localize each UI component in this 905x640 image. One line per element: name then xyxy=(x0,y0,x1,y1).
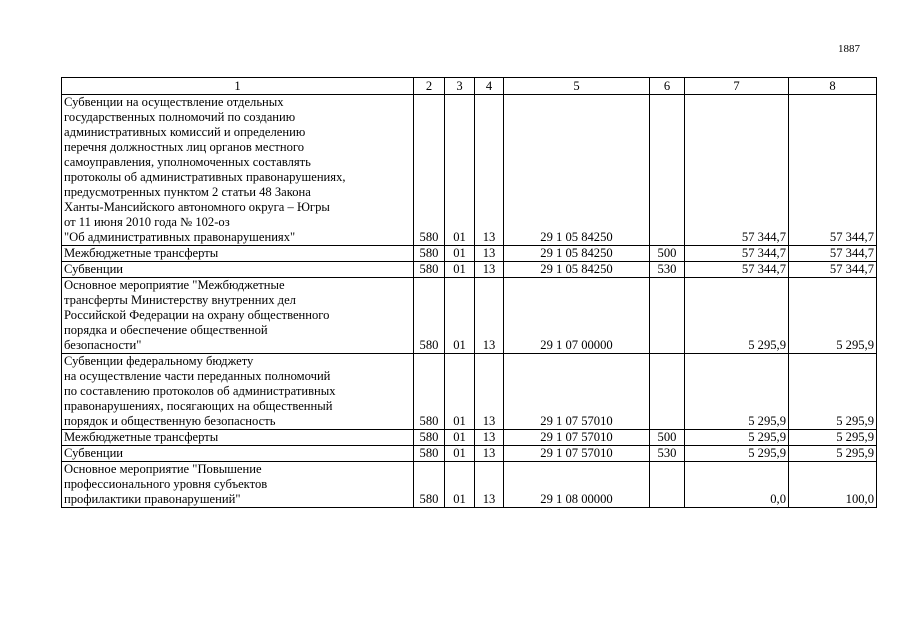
row-name-line: предусмотренных пунктом 2 статьи 48 Закона xyxy=(64,185,311,199)
subsection-code-cell: 01 xyxy=(445,430,475,446)
amount-col8-cell: 5 295,9 xyxy=(789,446,877,462)
row-name-line: "Об административных правонарушениях" xyxy=(64,230,296,244)
amount-col7-cell: 5 295,9 xyxy=(685,278,789,354)
target-article-cell: 29 1 05 84250 xyxy=(504,262,650,278)
section-code-cell: 580 xyxy=(414,95,445,246)
item-code-cell: 13 xyxy=(475,246,504,262)
expense-type-cell xyxy=(650,462,685,508)
page-number: 1887 xyxy=(838,43,860,55)
amount-col7-cell: 5 295,9 xyxy=(685,354,789,430)
row-name-line: Субвенции федеральному бюджету xyxy=(64,354,254,368)
row-name-line: Межбюджетные трансферты xyxy=(64,246,219,260)
row-name-line: протоколы об административных правонарушениях, xyxy=(64,170,346,184)
expense-type-cell: 530 xyxy=(650,262,685,278)
row-name-line: Основное мероприятие "Повышение xyxy=(64,462,262,476)
expense-type-cell xyxy=(650,95,685,246)
expense-type-cell xyxy=(650,354,685,430)
row-name-line: на осуществление части переданных полномочий xyxy=(64,369,331,383)
amount-col8-cell: 5 295,9 xyxy=(789,354,877,430)
amount-col8-cell: 5 295,9 xyxy=(789,278,877,354)
section-code-cell: 580 xyxy=(414,446,445,462)
row-name-line: правонарушениях, посягающих на общественный xyxy=(64,399,333,413)
amount-col8-cell: 57 344,7 xyxy=(789,262,877,278)
section-code-cell: 580 xyxy=(414,462,445,508)
subsection-code-cell: 01 xyxy=(445,462,475,508)
row-name-line: Ханты-Мансийского автономного округа – Югры xyxy=(64,200,330,214)
column-header: 3 xyxy=(445,78,475,95)
row-name-cell xyxy=(62,262,414,278)
amount-col7-cell: 57 344,7 xyxy=(685,262,789,278)
row-name-line: Субвенции xyxy=(64,446,124,460)
expense-type-cell: 530 xyxy=(650,446,685,462)
section-code-cell: 580 xyxy=(414,354,445,430)
row-name-line: трансферты Министерству внутренних дел xyxy=(64,293,296,307)
expense-type-cell: 500 xyxy=(650,430,685,446)
column-header: 8 xyxy=(789,78,877,95)
row-name-line: перечня должностных лиц органов местного xyxy=(64,140,305,154)
amount-col8-cell: 57 344,7 xyxy=(789,95,877,246)
amount-col7-cell: 5 295,9 xyxy=(685,430,789,446)
row-name-cell xyxy=(62,446,414,462)
amount-col7-cell: 57 344,7 xyxy=(685,95,789,246)
section-code-cell: 580 xyxy=(414,246,445,262)
row-name-line: профилактики правонарушений" xyxy=(64,492,241,506)
item-code-cell: 13 xyxy=(475,95,504,246)
amount-col8-cell: 57 344,7 xyxy=(789,246,877,262)
target-article-cell: 29 1 07 00000 xyxy=(504,278,650,354)
subsection-code-cell: 01 xyxy=(445,246,475,262)
column-header: 7 xyxy=(685,78,789,95)
amount-col8-cell: 100,0 xyxy=(789,462,877,508)
column-header: 6 xyxy=(650,78,685,95)
row-name-line: безопасности" xyxy=(64,338,142,352)
row-name-line: Субвенции на осуществление отдельных xyxy=(64,95,284,109)
target-article-cell: 29 1 08 00000 xyxy=(504,462,650,508)
table-row xyxy=(62,278,877,354)
table-body xyxy=(62,95,877,508)
amount-col7-cell: 5 295,9 xyxy=(685,446,789,462)
row-name-cell xyxy=(62,354,414,430)
row-name-cell xyxy=(62,95,414,246)
row-name-line: Межбюджетные трансферты xyxy=(64,430,219,444)
column-header: 4 xyxy=(475,78,504,95)
column-header: 1 xyxy=(62,78,414,95)
table-row xyxy=(62,262,877,278)
item-code-cell: 13 xyxy=(475,354,504,430)
row-name-line: самоуправления, уполномоченных составлять xyxy=(64,155,311,169)
target-article-cell: 29 1 07 57010 xyxy=(504,430,650,446)
row-name-line: административных комиссий и определению xyxy=(64,125,306,139)
row-name-line: порядка и обеспечение общественной xyxy=(64,323,268,337)
row-name-line: профессионального уровня субъектов xyxy=(64,477,268,491)
subsection-code-cell: 01 xyxy=(445,262,475,278)
item-code-cell: 13 xyxy=(475,262,504,278)
item-code-cell: 13 xyxy=(475,430,504,446)
table-row xyxy=(62,246,877,262)
section-code-cell: 580 xyxy=(414,262,445,278)
subsection-code-cell: 01 xyxy=(445,95,475,246)
row-name-line: порядок и общественную безопасность xyxy=(64,414,276,428)
table-row xyxy=(62,446,877,462)
table-row xyxy=(62,354,877,430)
target-article-cell: 29 1 05 84250 xyxy=(504,246,650,262)
expense-type-cell xyxy=(650,278,685,354)
amount-col7-cell: 57 344,7 xyxy=(685,246,789,262)
budget-table xyxy=(61,77,877,508)
row-name-line: от 11 июня 2010 года № 102-оз xyxy=(64,215,230,229)
subsection-code-cell: 01 xyxy=(445,446,475,462)
item-code-cell: 13 xyxy=(475,446,504,462)
subsection-code-cell: 01 xyxy=(445,278,475,354)
row-name-cell xyxy=(62,462,414,508)
target-article-cell: 29 1 07 57010 xyxy=(504,354,650,430)
table-header-row xyxy=(62,78,877,95)
column-header: 5 xyxy=(504,78,650,95)
item-code-cell: 13 xyxy=(475,278,504,354)
amount-col7-cell: 0,0 xyxy=(685,462,789,508)
expense-type-cell: 500 xyxy=(650,246,685,262)
table-row xyxy=(62,430,877,446)
item-code-cell: 13 xyxy=(475,462,504,508)
target-article-cell: 29 1 05 84250 xyxy=(504,95,650,246)
section-code-cell: 580 xyxy=(414,430,445,446)
row-name-line: по составлению протоколов об административных xyxy=(64,384,336,398)
column-header: 2 xyxy=(414,78,445,95)
row-name-cell xyxy=(62,430,414,446)
row-name-cell xyxy=(62,246,414,262)
target-article-cell: 29 1 07 57010 xyxy=(504,446,650,462)
amount-col8-cell: 5 295,9 xyxy=(789,430,877,446)
row-name-cell xyxy=(62,278,414,354)
subsection-code-cell: 01 xyxy=(445,354,475,430)
row-name-line: Основное мероприятие "Межбюджетные xyxy=(64,278,285,292)
section-code-cell: 580 xyxy=(414,278,445,354)
row-name-line: Субвенции xyxy=(64,262,124,276)
table-row xyxy=(62,462,877,508)
table-row xyxy=(62,95,877,246)
row-name-line: Российской Федерации на охрану общественного xyxy=(64,308,330,322)
row-name-line: государственных полномочий по созданию xyxy=(64,110,296,124)
